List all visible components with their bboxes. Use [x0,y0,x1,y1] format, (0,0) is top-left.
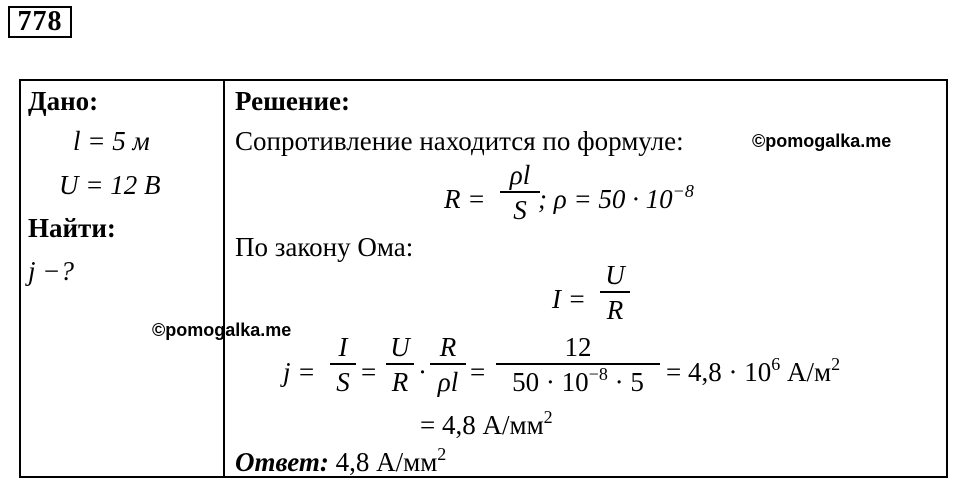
formula-j-fraction-2 [386,332,414,397]
formula-j-fraction-3 [430,332,466,397]
answer-value: 4,8 А/мм [328,447,438,477]
fraction-bar [500,191,540,193]
problem-number: 778 [8,6,72,38]
watermark: ©pomogalka.me [152,320,292,340]
given-voltage: U = 12 В [59,170,161,200]
formula-j-converted [420,407,553,440]
fraction-numerator: U [390,332,410,362]
fraction-bar [386,363,414,365]
denominator-exponent: −8 [588,364,608,384]
formula-j-fraction-4 [496,332,660,397]
fraction-bar [600,291,630,293]
formula-resistivity [538,181,694,214]
fraction-numerator: U [605,260,625,290]
fraction-denominator: S [336,367,350,397]
fraction-bar [330,363,356,365]
fraction-numerator: ρl [509,160,531,190]
given-heading: Дано: [28,86,99,116]
dot-operator: · [418,357,427,387]
equals-sign: = [361,357,377,387]
converted-value: = 4,8 А/мм [420,410,544,440]
resistivity-exponent: −8 [672,181,694,201]
fraction-denominator: S [513,195,527,225]
denominator-base: 50 · 10 [512,367,589,397]
fraction-denominator: ρl [437,367,459,397]
resistance-text: Сопротивление находится по формуле: [235,126,684,156]
formula-resistance-fraction [500,160,540,225]
given-length: l = 5 м [73,126,150,156]
ohm-law-text: По закону Ома: [235,232,414,262]
find-heading: Найти: [28,213,116,243]
fraction-denominator [496,364,660,397]
find-current-density: j −? [28,256,74,286]
result-exponent: 6 [771,354,781,374]
formula-j-result [666,354,841,387]
answer-label: Ответ: [235,447,329,477]
fraction-numerator: I [338,332,348,362]
converted-exponent: 2 [543,407,553,427]
equals-sign: = [470,357,486,387]
fraction-denominator: R [606,295,624,325]
fraction-bar [430,363,466,365]
formula-ohm-lhs: I = [552,284,586,314]
answer-line [235,444,447,477]
column-divider [223,79,225,478]
formula-resistance-lhs: R = [444,184,486,214]
resistivity-text: ; ρ = 50 · 10 [538,184,673,214]
watermark: ©pomogalka.me [752,131,892,151]
fraction-numerator: R [439,332,457,362]
fraction-numerator: 12 [564,332,592,362]
denominator-tail: · 5 [607,367,644,397]
solution-heading: Решение: [235,86,350,116]
formula-ohm-fraction [600,260,630,325]
fraction-denominator: R [391,367,409,397]
result-unit-exponent: 2 [831,354,841,374]
result-value: = 4,8 · 10 [666,357,772,387]
fraction-bar [496,363,660,365]
formula-j-lhs: j = [283,357,316,387]
formula-j-fraction-1 [330,332,356,397]
answer-exponent: 2 [437,444,447,464]
result-unit: А/м [780,357,832,387]
